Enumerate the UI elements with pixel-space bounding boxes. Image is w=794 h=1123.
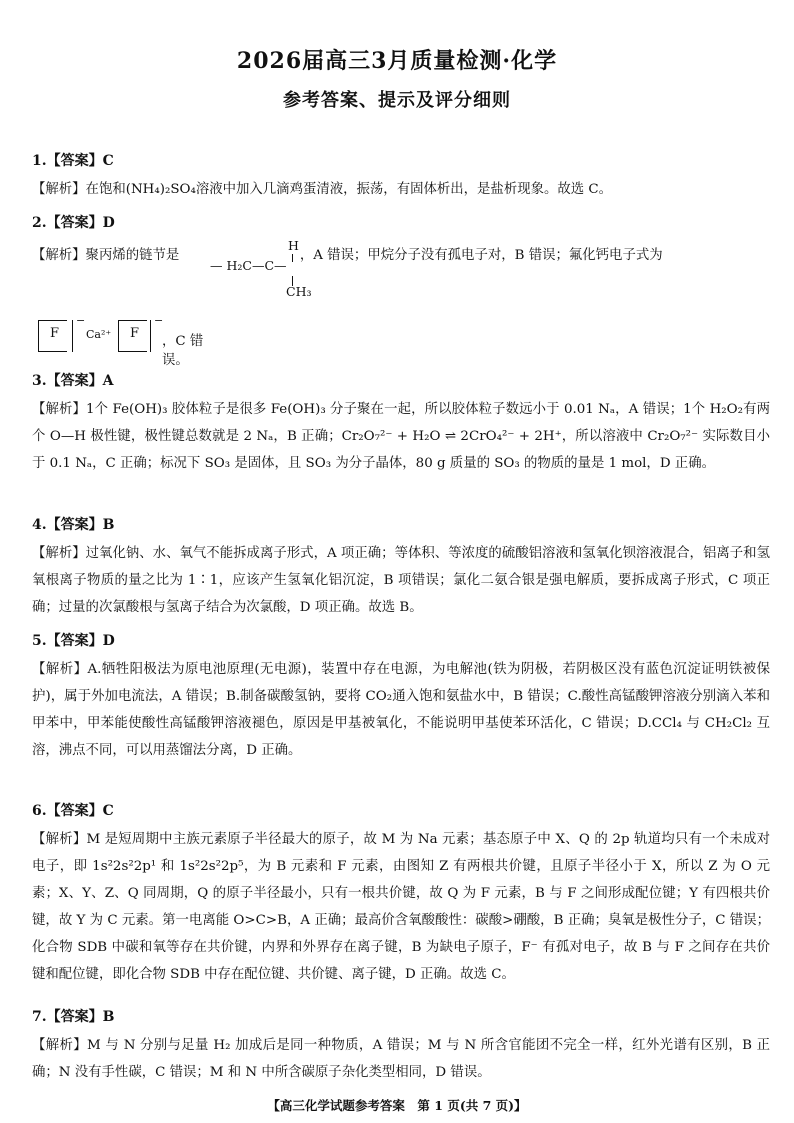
page-footer: 【高三化学试题参考答案 第 1 页(共 7 页)】: [267, 1098, 527, 1113]
lewis-ca: Ca²⁺: [86, 328, 112, 341]
formula-main: — H₂C—C—: [210, 258, 287, 273]
analysis-4: 【解析】过氧化钠、水、氧气不能拆成离子形式，A 项正确；等体积、等浓度的硫酸铝溶液和氢氧化钡溶液混合，铝离子和氢氧根离子物质的量之比为 1∶1，应该产生氢氧化铝沉淀，B 项错误；氯化二氨合银是强电解质，要拆成离子形式，C 项正确；过量的次氯酸根与氢离子结合为次氯酸，D 项正确。故选 B。: [32, 546, 770, 615]
analysis-2: [32, 242, 770, 269]
analysis-2-part-b: ，A 错误；甲烷分子没有孤电子对，B 错误；氟化钙电子式为: [299, 248, 663, 263]
page-subtitle: 参考答案、提示及评分细则: [283, 90, 511, 111]
analysis-3: 【解析】1个 Fe(OH)₃ 胶体粒子是很多 Fe(OH)₃ 分子聚在一起，所以胶体粒子数远小于 0.01 Nₐ，A 错误；1个 H₂O₂有两个 O—H 极性键，极性键总数就是 2 Nₐ，B 正确；Cr₂O₇²⁻ + H₂O ⇌ 2CrO₄²⁻ + 2H⁺，所以溶液中 Cr₂O₇²⁻ 实际数目小于 0.1 Nₐ，C 正确；标况下 SO₃ 是固体，且 SO₃ 为分子晶体，80 g 质量的 SO₃ 的物质的量是 1 mol，D 正确。: [32, 402, 770, 471]
lewis-f-right: F: [130, 326, 140, 341]
polypropylene-formula: [210, 238, 320, 302]
lewis-charge-left: −: [76, 314, 86, 327]
answer-4: 4.【答案】B: [32, 517, 115, 533]
answer-2: 2.【答案】D: [32, 215, 115, 231]
analysis-6: 【解析】M 是短周期中主族元素原子半径最大的原子，故 M 为 Na 元素；基态原子中 X、Q 的 2p 轨道均只有一个未成对电子，即 1s²2s²2p¹ 和 1s²2s²2p⁵，为 B 元素和 F 元素，由图知 Z 有两根共价键，且原子半径小于 X，所以 Z 为 O 元素；X、Y、Z、Q 同周期，Q 的原子半径最小，只有一根共价键，故 Q 为 F 元素，B 与 F 之间形成配位键；Y 有四根共价键，故 Y 为 C 元素。第一电离能 O>C>B，A 正确；最高价含氧酸酸性：碳酸>硼酸，B 正确；臭氧是极性分子，C 错误；化合物 SDB 中碳和氧等存在共价键，内界和外界存在离子键，B 为缺电子原子，F⁻ 有孤对电子，故 B 与 F 之间存在共价键和配位键，即化合物 SDB 中存在配位键、共价键、离子键，D 正确。故选 C。: [32, 832, 770, 982]
analysis-5: 【解析】A.牺牲阳极法为原电池原理(无电源)，装置中存在电源，为电解池(铁为阴极，若阴极区没有蓝色沉淀证明铁被保护)，属于外加电流法，A 错误；B.制备碳酸氢钠，要将 CO₂通入饱和氨盐水中，B 错误；C.酸性高锰酸钾溶液分别滴入苯和甲苯中，甲苯能使酸性高锰酸钾溶液褪色，原因是甲基被氧化，不能说明甲基使苯环活化，C 错误；D.CCl₄ 与 CH₂Cl₂ 互溶，沸点不同，可以用蒸馏法分离，D 正确。: [32, 662, 770, 758]
lewis-charge-right: −: [154, 314, 164, 327]
answer-5: 5.【答案】D: [32, 633, 115, 649]
lewis-f-left: F: [50, 326, 60, 341]
answer-6: 6.【答案】C: [32, 803, 114, 819]
formula-ch3: CH₃: [286, 284, 312, 299]
analysis-2-part-a: 【解析】聚丙烯的链节是: [32, 248, 180, 263]
page-title: 2026届高三3月质量检测·化学: [236, 48, 558, 74]
answer-1: 1.【答案】C: [32, 153, 114, 169]
analysis-2-part-c: ，C 错误。: [162, 334, 204, 368]
analysis-7: 【解析】M 与 N 分别与足量 H₂ 加成后是同一种物质，A 错误；M 与 N 所含官能团不完全一样，红外光谱有区别，B 正确；N 没有手性碳，C 错误；M 和 N 中所含碳原子杂化类型相同，D 错误。: [32, 1038, 770, 1080]
answer-7: 7.【答案】B: [32, 1009, 115, 1025]
caf2-lewis-structure: [38, 314, 218, 368]
answer-3: 3.【答案】A: [32, 373, 114, 389]
formula-h: H: [288, 238, 299, 253]
analysis-1: 【解析】在饱和(NH₄)₂SO₄溶液中加入几滴鸡蛋清液，振荡，有固体析出，是盐析现象。故选 C。: [32, 182, 613, 197]
